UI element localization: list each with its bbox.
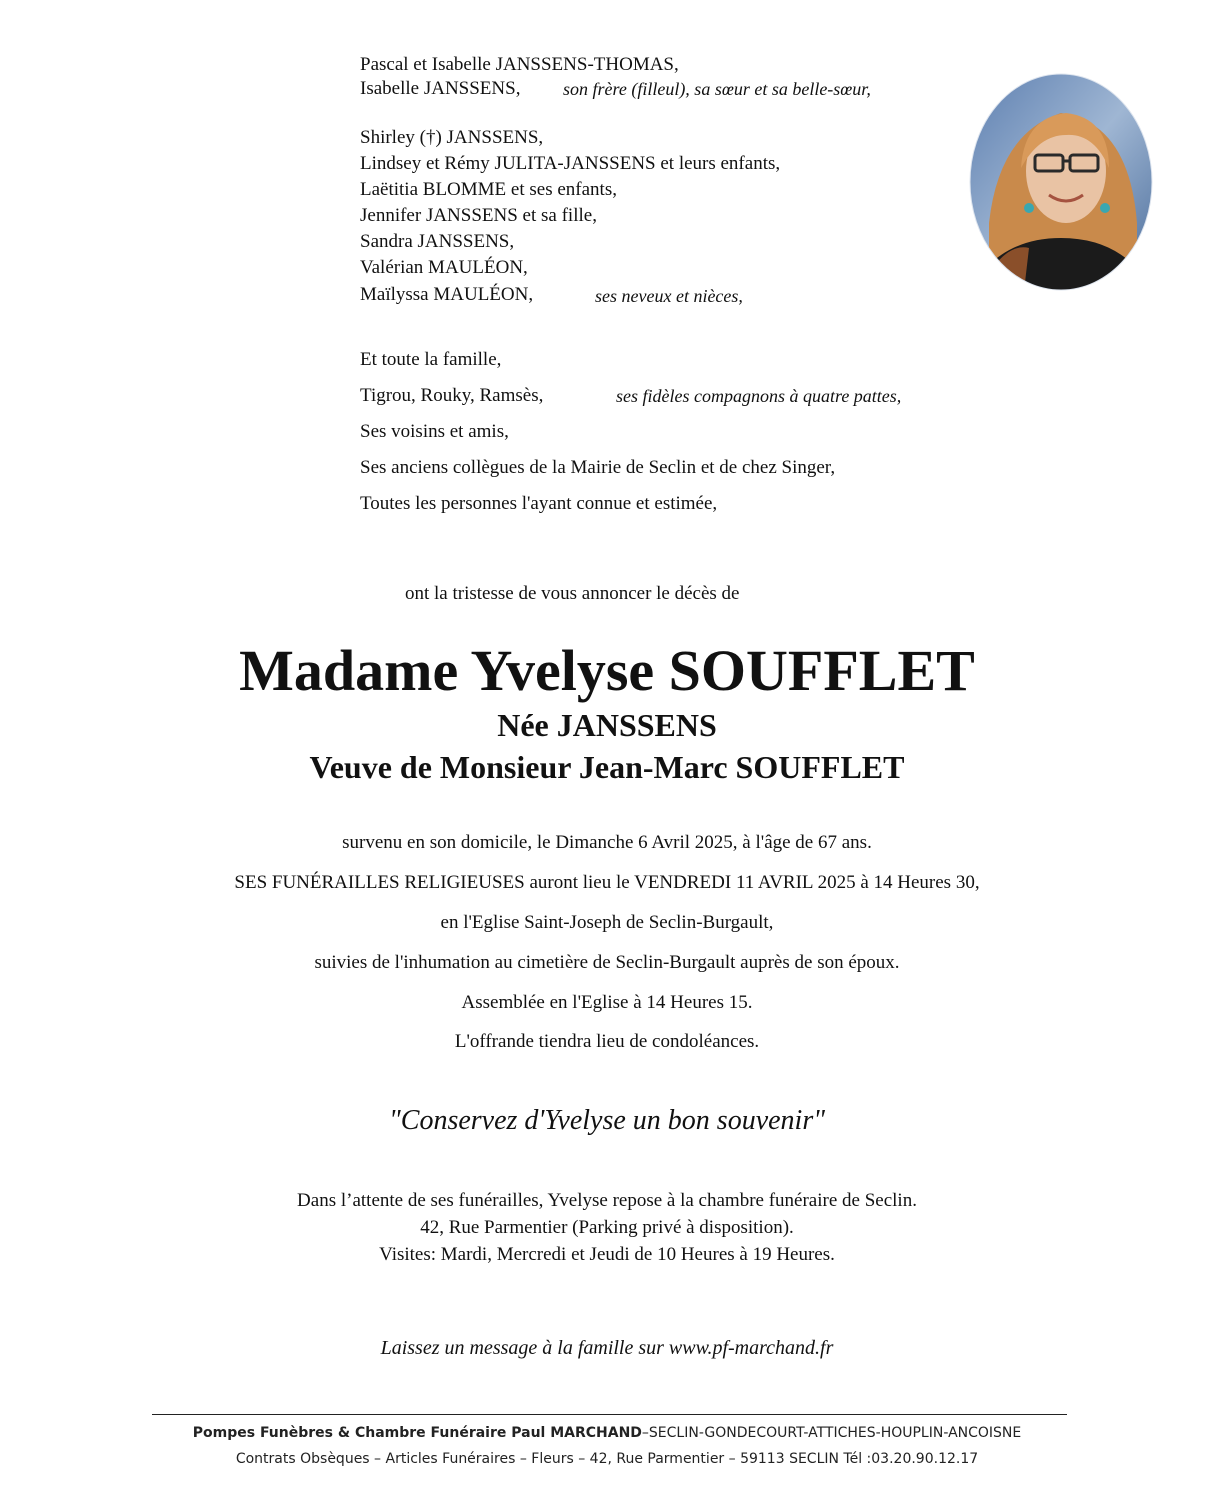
- footer-towns: –SECLIN-GONDECOURT-ATTICHES-HOUPLIN-ANCOISNE: [641, 1425, 1022, 1441]
- nephew-line: Laëtitia BLOMME et ses enfants,: [360, 179, 617, 200]
- detail-line: survenu en son domicile, le Dimanche 6 Avril 2025, à l'âge de 67 ans.: [342, 832, 872, 853]
- detail-line: Assemblée en l'Eglise à 14 Heures 15.: [461, 992, 753, 1013]
- pets-line: Tigrou, Rouky, Ramsès,: [360, 385, 544, 406]
- nephews-note: ses neveux et nièces,: [595, 286, 743, 306]
- memorial-quote: "Conservez d'Yvelyse un bon souvenir": [389, 1105, 825, 1136]
- widow-of: Veuve de Monsieur Jean-Marc SOUFFLET: [309, 749, 905, 785]
- rest-line: Dans l’attente de ses funérailles, Yvelyse repose à la chambre funéraire de Seclin.: [297, 1190, 917, 1211]
- maiden-name: Née JANSSENS: [497, 707, 717, 743]
- pets-note: ses fidèles compagnons à quatre pattes,: [616, 386, 902, 406]
- nephew-line: Lindsey et Rémy JULITA-JANSSENS et leurs enfants,: [360, 153, 781, 174]
- family-all: Et toute la famille,: [360, 349, 502, 370]
- neighbours-line: Ses voisins et amis,: [360, 421, 509, 442]
- footer-line-2: Contrats Obsèques – Articles Funéraires – Fleurs – 42, Rue Parmentier – 59113 SECLIN Tél :03.20.90.12.17: [235, 1451, 979, 1467]
- detail-line: L'offrande tiendra lieu de condoléances.: [454, 1031, 760, 1052]
- nephew-line: Valérian MAULÉON,: [360, 257, 528, 278]
- rest-line: Visites: Mardi, Mercredi et Jeudi de 10 Heures à 19 Heures.: [379, 1244, 835, 1265]
- family-line-1: Pascal et Isabelle JANSSENS-THOMAS,: [360, 54, 679, 75]
- detail-line: en l'Eglise Saint-Joseph de Seclin-Burgault,: [440, 912, 774, 933]
- message-link[interactable]: Laissez un message à la famille sur www.pf-marchand.fr: [380, 1337, 834, 1359]
- family-line-2: Isabelle JANSSENS,: [360, 78, 521, 99]
- nephew-line: Jennifer JANSSENS et sa fille,: [360, 205, 597, 226]
- footer-line-1: [0, 1425, 1214, 1441]
- nephew-line: Shirley (†) JANSSENS,: [360, 127, 544, 148]
- portrait-photo: [969, 73, 1153, 291]
- footer-company: Pompes Funèbres & Chambre Funéraire Paul MARCHAND: [192, 1425, 642, 1441]
- family-line-2-note: son frère (filleul), sa sœur et sa belle-sœur,: [563, 79, 871, 99]
- nephew-line: Sandra JANSSENS,: [360, 231, 515, 252]
- nephew-line: Maïlyssa MAULÉON,: [360, 284, 534, 305]
- detail-line: SES FUNÉRAILLES RELIGIEUSES auront lieu le VENDREDI 11 AVRIL 2025 à 14 Heures 30,: [234, 872, 980, 893]
- rest-line: 42, Rue Parmentier (Parking privé à disposition).: [420, 1217, 794, 1238]
- everyone-line: Toutes les personnes l'ayant connue et estimée,: [360, 493, 718, 514]
- announcement: ont la tristesse de vous annoncer le décès de: [405, 583, 740, 604]
- deceased-name: Madame Yvelyse SOUFFLET: [239, 638, 975, 703]
- colleagues-line: Ses anciens collègues de la Mairie de Seclin et de chez Singer,: [360, 457, 836, 478]
- detail-line: suivies de l'inhumation au cimetière de Seclin-Burgault auprès de son époux.: [314, 952, 900, 973]
- footer-divider: [152, 1414, 1067, 1415]
